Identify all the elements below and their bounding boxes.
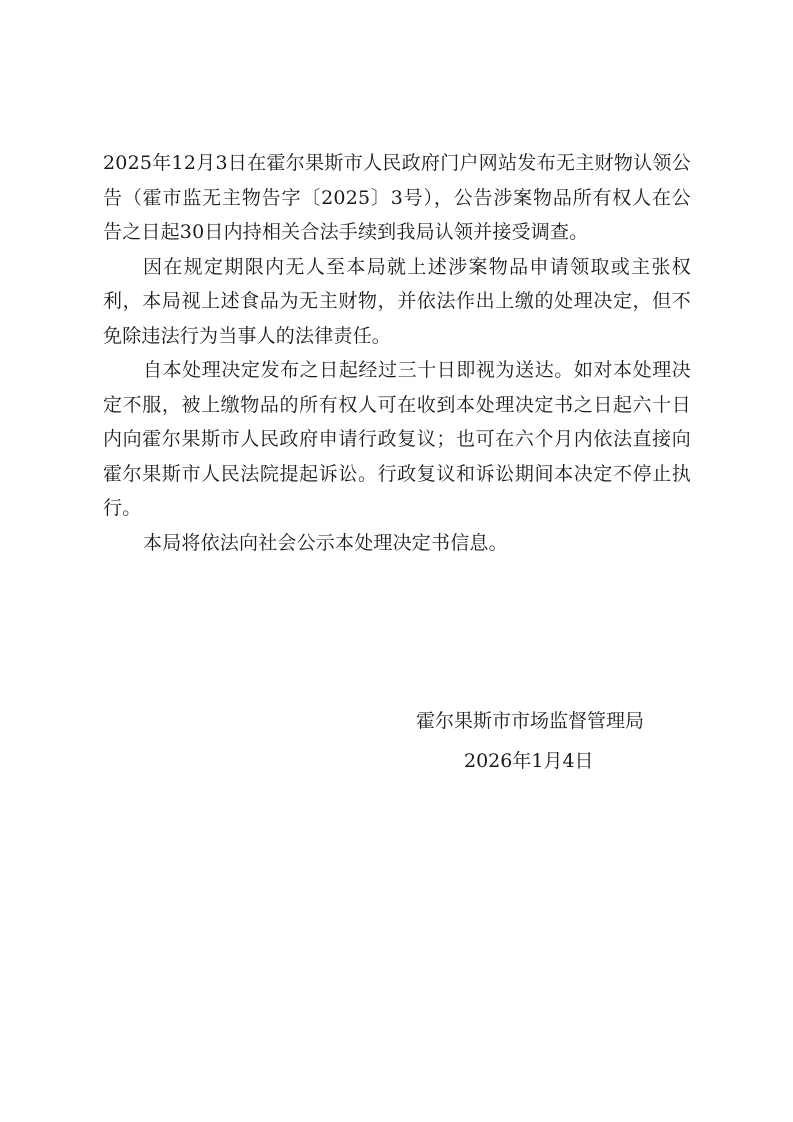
paragraph-appeal-rights: 自本处理决定发布之日起经过三十日即视为送达。如对本处理决定不服，被上缴物品的所有权人可在收到本处理决定书之日起六十日内向霍尔果斯市人民政府申请行政复议；也可在六个月内依法直接向霍尔果斯市人民法院提起诉讼。行政复议和诉讼期间本决定不停止执行。: [103, 359, 691, 519]
paragraph-announcement: 2025年12月3日在霍尔果斯市人民政府门户网站发布无主财物认领公告（霍市监无主物告字〔2025〕3号），公告涉案物品所有权人在公告之日起30日内持相关合法手续到我局认领并接受调查。: [103, 152, 691, 243]
issuing-organization: 霍尔果斯市市场监督管理局: [416, 710, 645, 732]
paragraph-decision: 因在规定期限内无人至本局就上述涉案物品申请领取或主张权利，本局视上述食品为无主财物，并依法作出上缴的处理决定，但不免除违法行为当事人的法律责任。: [103, 255, 691, 347]
document-body: [103, 146, 691, 560]
issue-date: 2026年1月4日: [464, 750, 594, 772]
paragraph-publicity: 本局将依法向社会公示本处理决定书信息。: [143, 531, 508, 554]
